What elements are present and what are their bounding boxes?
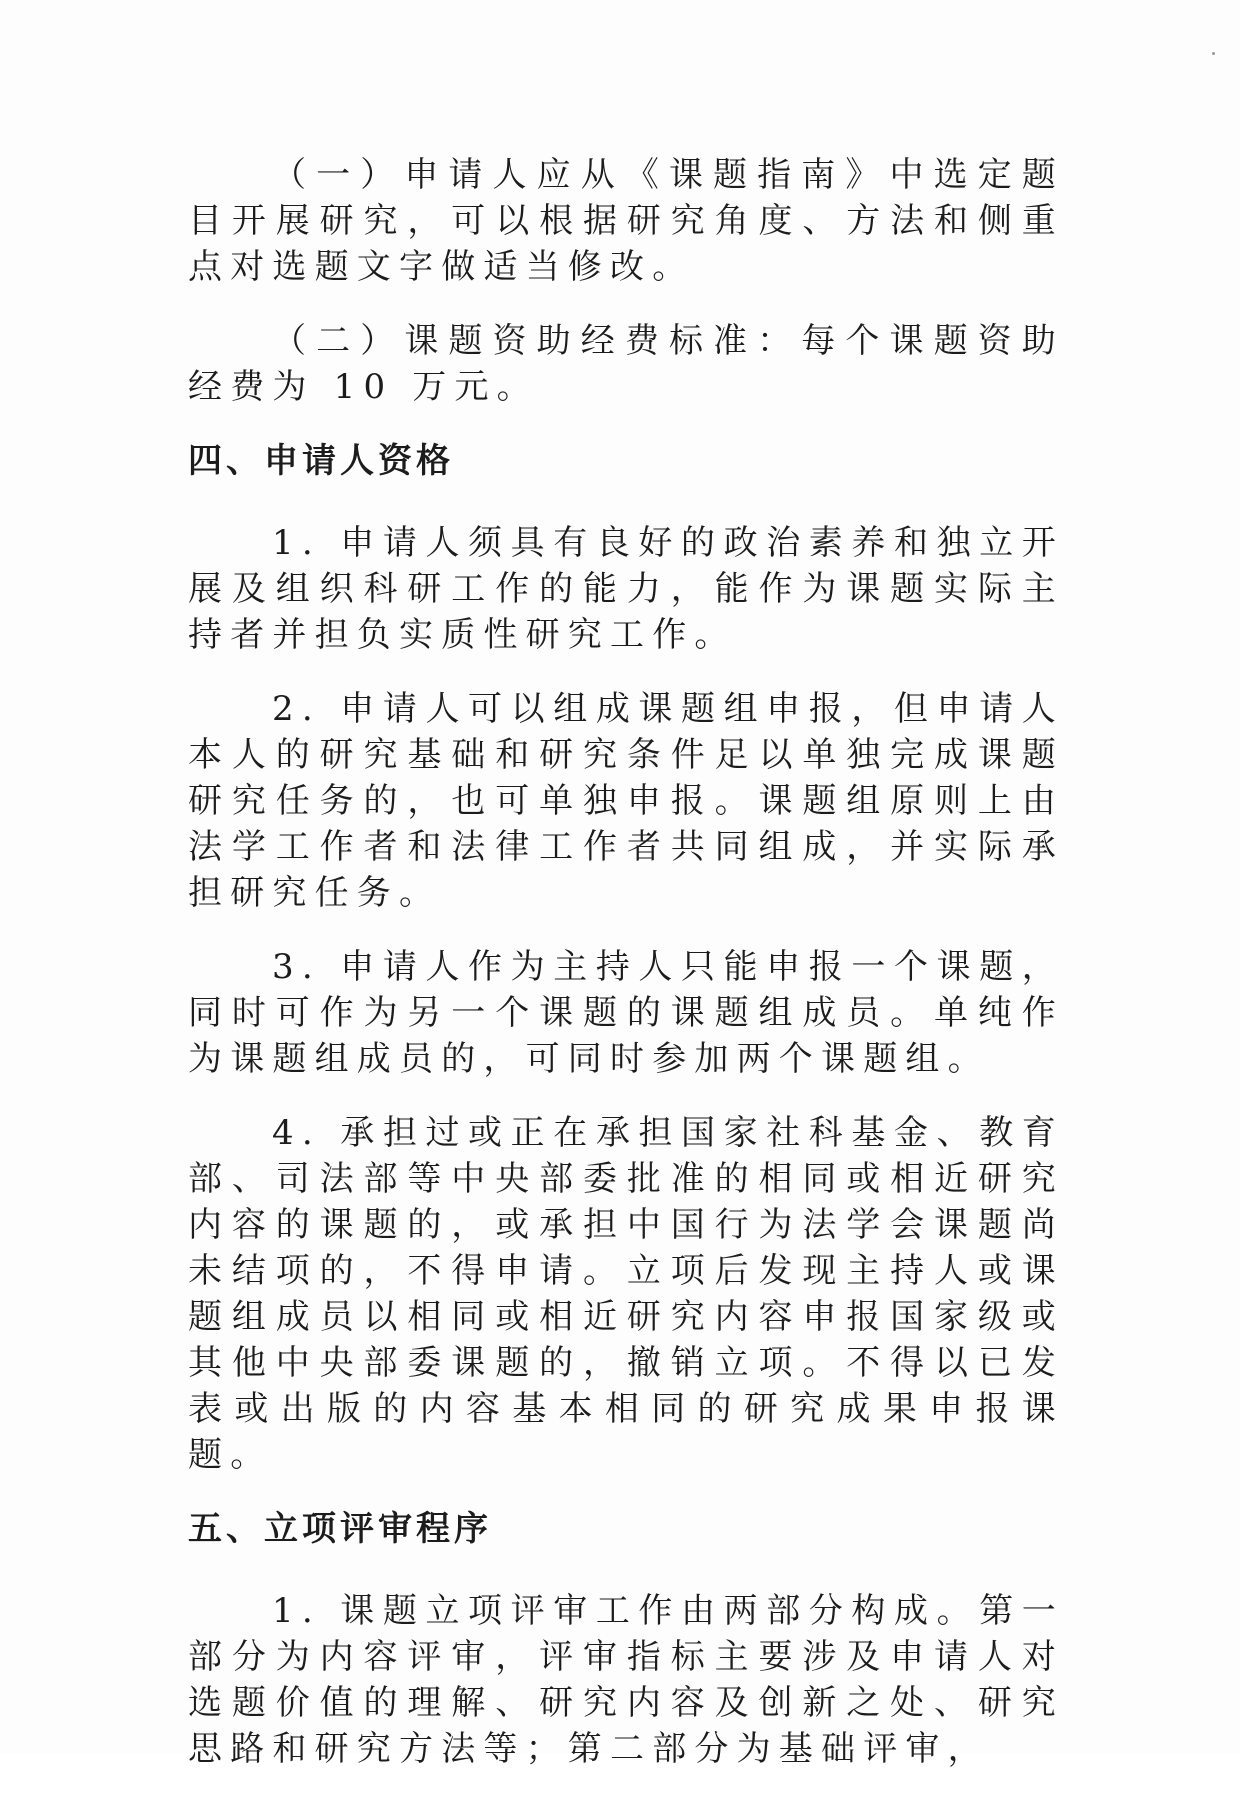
paragraph-4-1: 1. 申请人须具有良好的政治素养和独立开展及组织科研工作的能力，能作为课题实际主持者并担负实质性研究工作。 <box>188 523 1064 655</box>
paragraph-5-1: 1. 课题立项评审工作由两部分构成。第一部分为内容评审，评审指标主要涉及申请人对选题价值的理解、研究内容及创新之处、研究思路和研究方法等；第二部分为基础评审， <box>188 1591 1064 1769</box>
section-4-heading: 四、申请人资格 <box>188 441 454 481</box>
paragraph-4-2: 2. 申请人可以组成课题组申报，但申请人本人的研究基础和研究条件足以单独完成课题研究任务的，也可单独申报。课题组原则上由法学工作者和法律工作者共同组成，并实际承担研究任务。 <box>188 689 1064 913</box>
paragraph-4-3: 3. 申请人作为主持人只能申报一个课题，同时可作为另一个课题的课题组成员。单纯作为课题组成员的，可同时参加两个课题组。 <box>188 947 1064 1079</box>
paragraph-4-4: 4. 承担过或正在承担国家社科基金、教育部、司法部等中央部委批准的相同或相近研究内容的课题的，或承担中国行为法学会课题尚未结项的，不得申请。立项后发现主持人或课题组成员以相同或相近研究内容申报国家级或其他中央部委课题的，撤销立项。不得以已发表或出版的内容基本相同的研究成果申报课题。 <box>188 1113 1064 1475</box>
paragraph-3-2: （二）课题资助经费标准：每个课题资助经费为 10 万元。 <box>188 321 1064 407</box>
scan-speck <box>1212 52 1215 55</box>
document-body <box>188 152 1064 1800</box>
paragraph-3-1: （一）申请人应从《课题指南》中选定题目开展研究，可以根据研究角度、方法和侧重点对选题文字做适当修改。 <box>188 155 1064 287</box>
section-5-heading: 五、立项评审程序 <box>188 1509 492 1549</box>
